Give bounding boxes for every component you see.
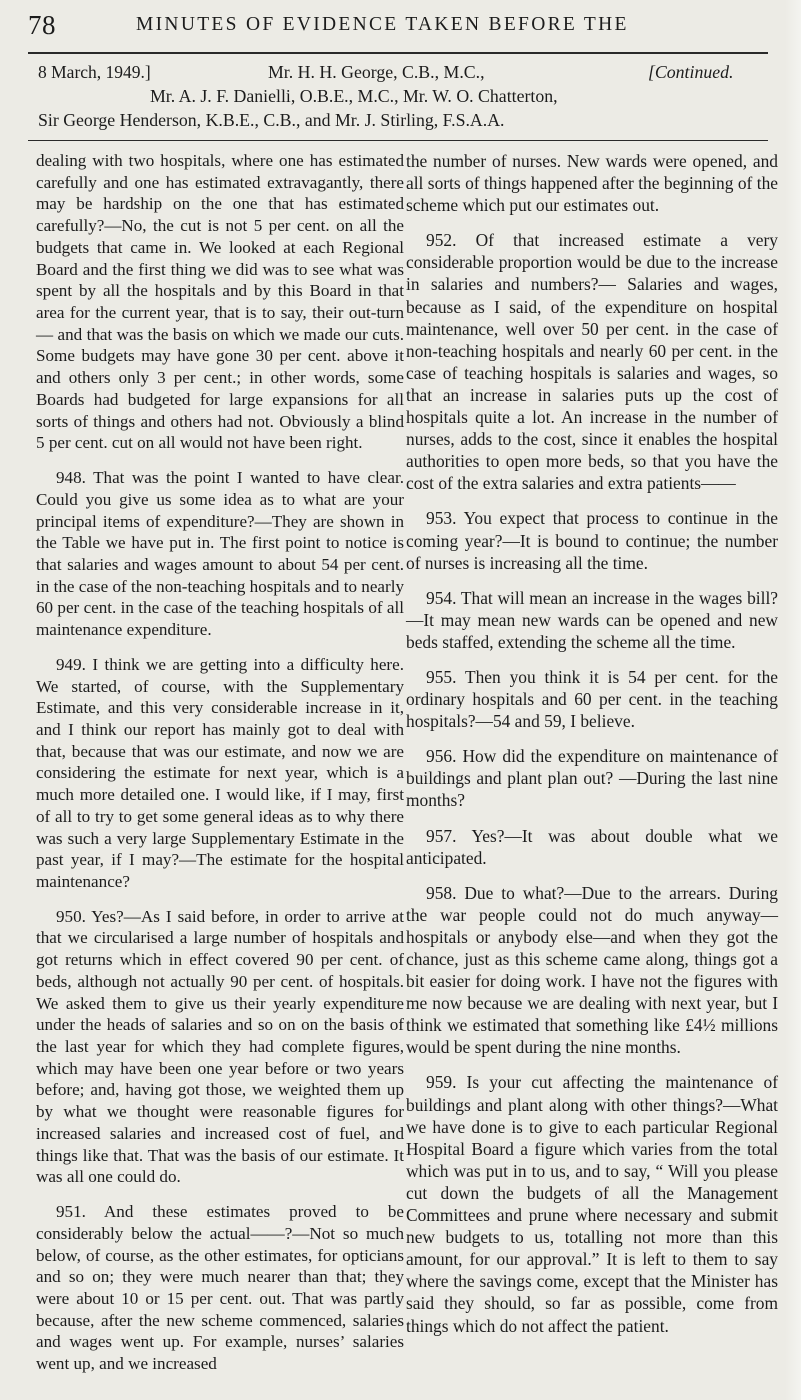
witnesses-line-2: Mr. A. J. F. Danielli, O.B.E., M.C., Mr. W. O. Chatterton,	[150, 86, 558, 106]
right-column	[406, 150, 778, 1350]
paragraph-954: 954. That will mean an increase in the wages bill?—It may mean new wards can be opened and new beds staffed, extending the scheme all the time.	[406, 587, 778, 652]
paragraph-949: 949. I think we are getting into a difficulty here. We started, of course, with the Supplementary Estimate, and this very considerable increase in it, and I think our report has mainly got to deal with that, because that was our estimate, and now we are considering the estimate for next year, which is a much more detailed one. I would like, if I may, first of all to try to get some general ideas as to why there was such a very large Supplementary Estimate in the past year, if I may?—The estimate for the hospital maintenance?	[36, 654, 404, 891]
paragraph-952: 952. Of that increased estimate a very considerable proportion would be due to the increase in salaries and numbers?— Salaries and wages, because as I said, of the expenditure on hospital maintenance, well over 50 per cent. in the case of non-teaching hospitals and nearly 60 per cent. in the case of teaching hospitals is salaries and wages, so that an increase in salaries puts up the cost of hospitals quite a lot. An increase in the number of nurses, adds to the cost, since it enables the hospital authorities to open more beds, so that you have the cost of the extra salaries and extra patients——	[406, 230, 778, 494]
paragraph-956: 956. How did the expenditure on maintenance of buildings and plant plan out? —During the last nine months?	[406, 746, 778, 811]
paragraph-959: 959. Is your cut affecting the maintenance of buildings and plant along with other things?—What we have done is to give to each particular Regional Hospital Board a figure which varies from the total which was put in to us, and to say, “ Will you please cut down the budgets of all the Management Committees and prune where necessary and submit new budgets to us, totalling not more than this amount, for our approval.” It is left to them to say where the savings come, except that the Minister has said they should, so far as possible, come from things which do not affect the patient.	[406, 1072, 778, 1336]
paragraph-957: 957. Yes?—It was about double what we anticipated.	[406, 825, 778, 868]
witnesses-line-3: Sir George Henderson, K.B.E., C.B., and Mr. J. Stirling, F.S.A.A.	[38, 110, 505, 130]
paragraph-948: 948. That was the point I wanted to have clear. Could you give us some idea as to what are your principal items of expenditure?—They are shown in the Table we have put in. The first point to notice is that salaries and wages amount to about 54 per cent. in the case of the non-teaching hospitals and to nearly 60 per cent. in the case of the teaching hospitals of all maintenance expenditure.	[36, 468, 404, 640]
page-number: 78	[28, 10, 56, 40]
scan-edge	[785, 0, 801, 1400]
paragraph-953: 953. You expect that process to continue in the coming year?—It is bound to continue; the number of nurses is increasing all the time.	[406, 508, 778, 573]
paragraph-958: 958. Due to what?—Due to the arrears. During the war people could not do much anyway—hospitals or anybody else—and when they got the chance, just as this scheme came along, things got a bit easier for doing work. I have not the figures with me now because we are dealing with next year, but I think we estimated that something like £4½ millions would be spent during the nine months.	[406, 882, 778, 1058]
continued-label: [Continued.	[648, 62, 734, 82]
running-head: MINUTES OF EVIDENCE TAKEN BEFORE THE	[136, 14, 629, 35]
paragraph-955: 955. Then you think it is 54 per cent. for the ordinary hospitals and 60 per cent. in the teaching hospitals?—54 and 59, I believe.	[406, 666, 778, 732]
header-rule-bottom	[28, 140, 768, 141]
session-date: 8 March, 1949.]	[38, 62, 151, 82]
paragraph-continued-right: the number of nurses. New wards were opened, and all sorts of things happened after the beginning of the scheme which put our estimates out.	[406, 151, 778, 216]
header-rule-top	[28, 52, 768, 54]
left-column	[36, 150, 404, 1388]
paragraph-continued: dealing with two hospitals, where one has estimated carefully and one has estimated extravagantly, there may be hardship on the one that has estimated carefully?—No, the cut is not 5 per cent. on all the budgets that came in. We looked at each Regional Board and the first thing we did was to see what was spent by all the hospitals and by this Board in that area for the current year, that is to say, their out-turn— and that was the basis on which we made our cuts. Some budgets may have gone 30 per cent. above it and others only 3 per cent.; in other words, some Boards had budgeted for large expansions for all sorts of things and others had not. Obviously a blind 5 per cent. cut on all would not have been right.	[36, 151, 404, 453]
witnesses-line-1: Mr. H. H. George, C.B., M.C.,	[268, 62, 485, 82]
paragraph-950: 950. Yes?—As I said before, in order to arrive at that we circularised a large number of hospitals and got returns which in effect covered 90 per cent. of beds, although not actually 90 per cent. of hospitals. We asked them to give us their yearly expenditure under the heads of salaries and so on on the basis of the last year for which they had complete figures, which may have been one year before or two years before; and, having got those, we weighted them up by what we thought were reasonable figures for increased salaries and increased cost of fuel, and things like that. That was the basis of our estimate. It was all one could do.	[36, 906, 404, 1187]
paragraph-951: 951. And these estimates proved to be considerably below the actual——?—Not so much below, of course, as the other estimates, for opticians and so on; they were much nearer than that; they were about 10 or 15 per cent. out. That was partly because, after the new scheme commenced, salaries and wages went up. For example, nurses’ salaries went up, and we increased	[36, 1202, 404, 1374]
